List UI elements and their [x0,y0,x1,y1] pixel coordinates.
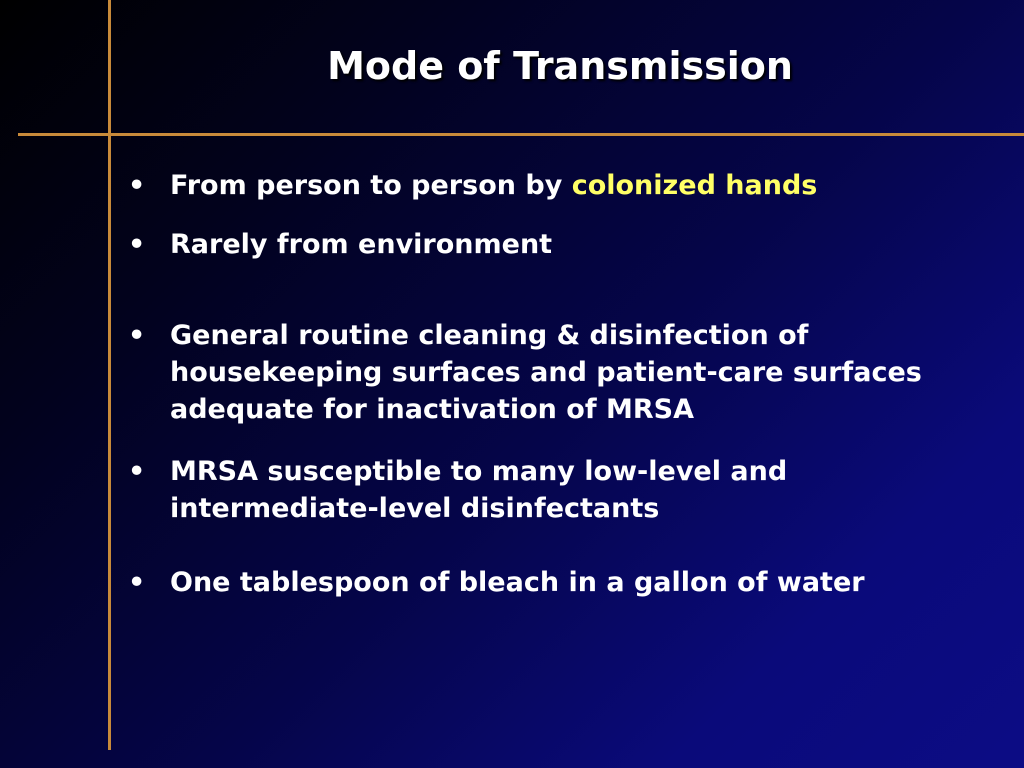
horizontal-accent-line [18,133,1024,136]
vertical-accent-line [108,0,111,750]
highlighted-text: colonized hands [571,170,818,201]
bullet-dot: • [128,170,146,201]
bullet-text: MRSA susceptible to many low-level and intermediate-level disinfectants [170,456,788,524]
bullet-text: General routine cleaning & disinfection of housekeeping surfaces and patient-care surfaces adequate for inactivation of MRSA [170,320,922,425]
slide-title: Mode of Transmission [327,44,793,88]
bullet-dot: • [128,567,146,598]
bullet-text-plain: From person to person by [170,170,572,201]
bullet-text: One tablespoon of bleach in a gallon of water [170,567,865,598]
bullet-dot: • [128,229,146,260]
bullet-text [170,167,930,204]
bullet-dot: • [128,320,146,351]
bullet-text: Rarely from environment [170,229,553,260]
bullet-dot: • [128,456,146,487]
